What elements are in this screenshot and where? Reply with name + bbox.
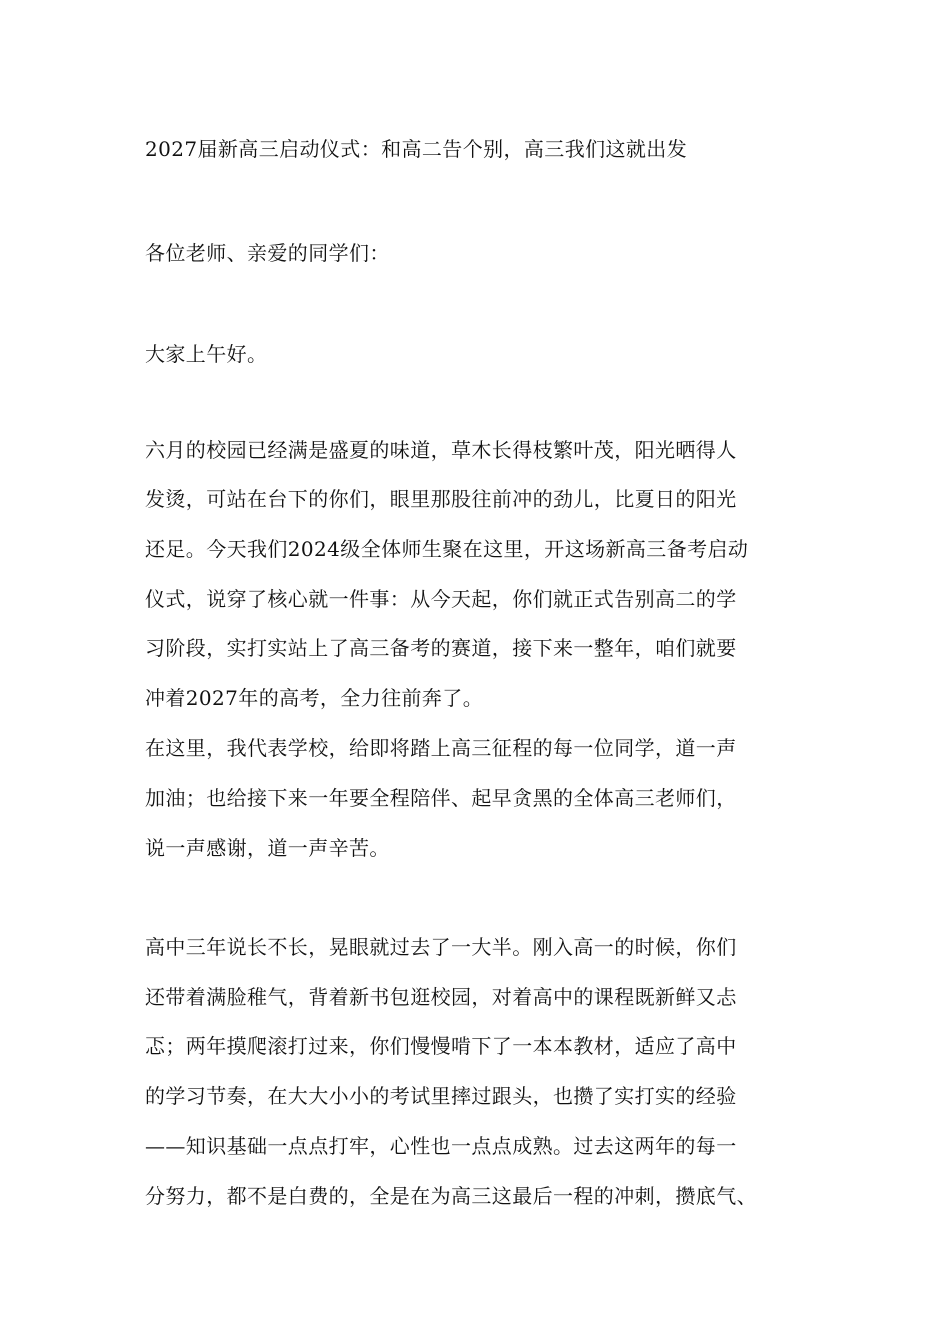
paragraph-line: 六月的校园已经满是盛夏的味道，草木长得枝繁叶茂，阳光晒得人: [145, 438, 737, 462]
paragraph-line: ——知识基础一点点打牢，心性也一点点成熟。过去这两年的每一: [145, 1134, 737, 1158]
paragraph-line: 在这里，我代表学校，给即将踏上高三征程的每一位同学，道一声: [145, 736, 737, 760]
paragraph-line: 说一声感谢，道一声辛苦。: [145, 836, 390, 860]
paragraph-line: 分努力，都不是白费的，全是在为高三这最后一程的冲刺，攒底气、: [145, 1184, 757, 1208]
paragraph-line: 高中三年说长不长，晃眼就过去了一大半。刚入高一的时候，你们: [145, 935, 737, 959]
paragraph-line: 还带着满脸稚气，背着新书包逛校园，对着高中的课程既新鲜又忐: [145, 985, 737, 1009]
paragraph-line: 仪式，说穿了核心就一件事：从今天起，你们就正式告别高二的学: [145, 587, 737, 611]
paragraph-line: 的学习节奏，在大大小小的考试里摔过跟头，也攒了实打实的经验: [145, 1084, 737, 1108]
greeting-line: 各位老师、亲爱的同学们：: [145, 241, 390, 265]
paragraph-line: 发烫，可站在台下的你们，眼里那股往前冲的劲儿，比夏日的阳光: [145, 487, 737, 511]
paragraph-line: 加油；也给接下来一年要全程陪伴、起早贪黑的全体高三老师们，: [145, 786, 737, 810]
paragraph-line: 冲着2027年的高考，全力往前奔了。: [145, 686, 484, 710]
paragraph-line: 忑；两年摸爬滚打过来，你们慢慢啃下了一本本教材，适应了高中: [145, 1034, 737, 1058]
paragraph-line: 习阶段，实打实站上了高三备考的赛道，接下来一整年，咱们就要: [145, 636, 737, 660]
salutation-line: 大家上午好。: [145, 342, 268, 366]
paragraph-line: 还足。今天我们2024级全体师生聚在这里，开这场新高三备考启动: [145, 537, 749, 561]
document-title: 2027届新高三启动仪式：和高二告个别，高三我们这就出发: [145, 137, 688, 161]
